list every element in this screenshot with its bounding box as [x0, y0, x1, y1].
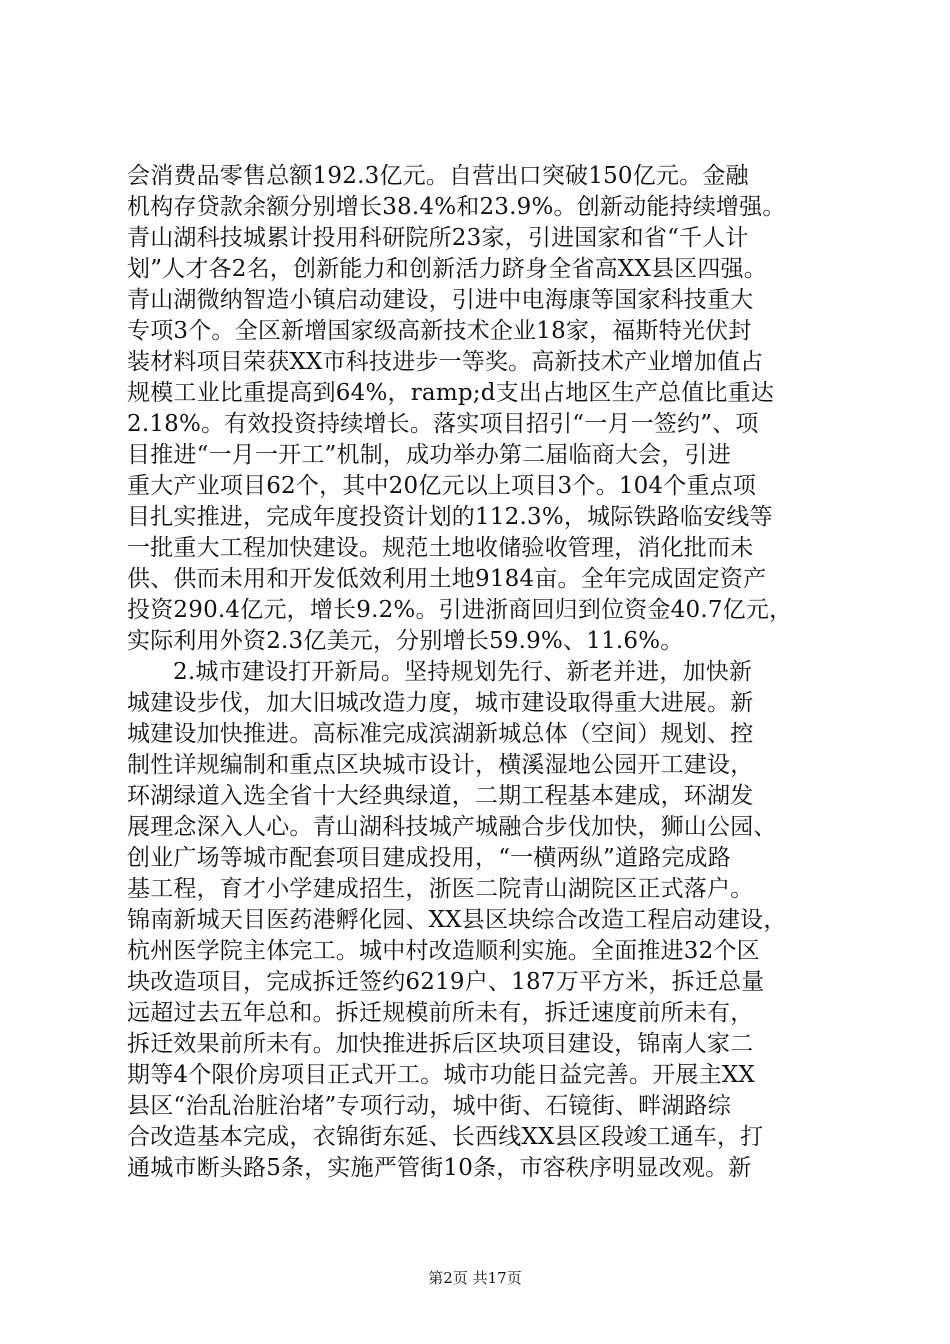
text-line: 基工程，育才小学建成招生，浙医二院青山湖院区正式落户。 — [127, 876, 754, 902]
text-line: 制性详规编制和重点区块城市设计，横溪湿地公园开工建设， — [127, 752, 754, 778]
text-line: 拆迁效果前所未有。加快推进拆后区块项目建设，锦南人家二 — [127, 1031, 754, 1057]
text-line: 会消费品零售总额192.3亿元。自营出口突破150亿元。金融 — [127, 163, 749, 189]
text-line: 合改造基本完成，衣锦街东延、长西线XX县区段竣工通车，打 — [127, 1124, 764, 1150]
text-line: 锦南新城天目医药港孵化园、XX县区块综合改造工程启动建设， — [127, 907, 787, 933]
text-line: 重大产业项目62个，其中20亿元以上项目3个。104个重点项 — [127, 473, 757, 499]
text-line: 县区“治乱治脏治堵”专项行动，城中街、石镜街、畔湖路综 — [127, 1093, 731, 1119]
text-line: 实际利用外资2.3亿美元，分别增长59.9%、11.6%。 — [127, 628, 684, 654]
body-text — [127, 161, 833, 1184]
text-line: 目扎实推进，完成年度投资计划的112.3%，城际铁路临安线等 — [127, 504, 773, 530]
page-footer: 第2页 共17页 — [428, 1269, 522, 1287]
text-line: 城建设加快推进。高标准完成滨湖新城总体（空间）规划、控 — [127, 721, 754, 747]
text-line: 专项3个。全区新增国家级高新技术企业18家，福斯特光伏封 — [127, 318, 752, 344]
text-line: 机构存贷款余额分别增长38.4%和23.9%。创新动能持续增强。 — [127, 194, 786, 220]
text-line: 青山湖科技城累计投用科研院所23家，引进国家和省“千人计 — [127, 225, 749, 251]
text-line: 期等4个限价房项目正式开工。城市功能日益完善。开展主XX — [127, 1062, 755, 1088]
text-line: 投资290.4亿元，增长9.2%。引进浙商回归到位资金40.7亿元， — [127, 597, 793, 623]
text-line: 一批重大工程加快建设。规范土地收储验收管理，消化批而未 — [127, 535, 754, 561]
text-line: 远超过去五年总和。拆迁规模前所未有，拆迁速度前所未有， — [127, 1000, 754, 1026]
text-line: 环湖绿道入选全省十大经典绿道，二期工程基本建成，环湖发 — [127, 783, 754, 809]
text-line: 目推进“一月一开工”机制，成功举办第二届临商大会，引进 — [127, 442, 731, 468]
text-line: 供、供而未用和开发低效利用土地9184亩。全年完成固定资产 — [127, 566, 767, 592]
text-line: 通城市断头路5条，实施严管街10条，市容秩序明显改观。新 — [127, 1155, 752, 1181]
text-line: 块改造项目，完成拆迁签约6219户、187万平方米，拆迁总量 — [127, 969, 765, 995]
text-line: 城建设步伐，加大旧城改造力度，城市建设取得重大进展。新 — [127, 690, 754, 716]
text-line: 青山湖微纳智造小镇启动建设，引进中电海康等国家科技重大 — [127, 287, 754, 313]
text-line: 规模工业比重提高到64%，ramp;d支出占地区生产总值比重达 — [127, 380, 775, 406]
text-line: 2.18%。有效投资持续增长。落实项目招引“一月一签约”、项 — [127, 411, 759, 437]
text-line: 创业广场等城市配套项目建成投用，“一横两纵”道路完成路 — [127, 845, 731, 871]
text-line: 划”人才各2名，创新能力和创新活力跻身全省高XX县区四强。 — [127, 256, 767, 282]
paragraph-start-line: 2.城市建设打开新局。坚持规划先行、新老并进，加快新 — [173, 659, 753, 685]
text-line: 展理念深入人心。青山湖科技城产城融合步伐加快，狮山公园、 — [127, 814, 777, 840]
text-line: 杭州医学院主体完工。城中村改造顺利实施。全面推进32个区 — [127, 938, 760, 964]
text-line: 装材料项目荣获XX市科技进步一等奖。高新技术产业增加值占 — [127, 349, 764, 375]
